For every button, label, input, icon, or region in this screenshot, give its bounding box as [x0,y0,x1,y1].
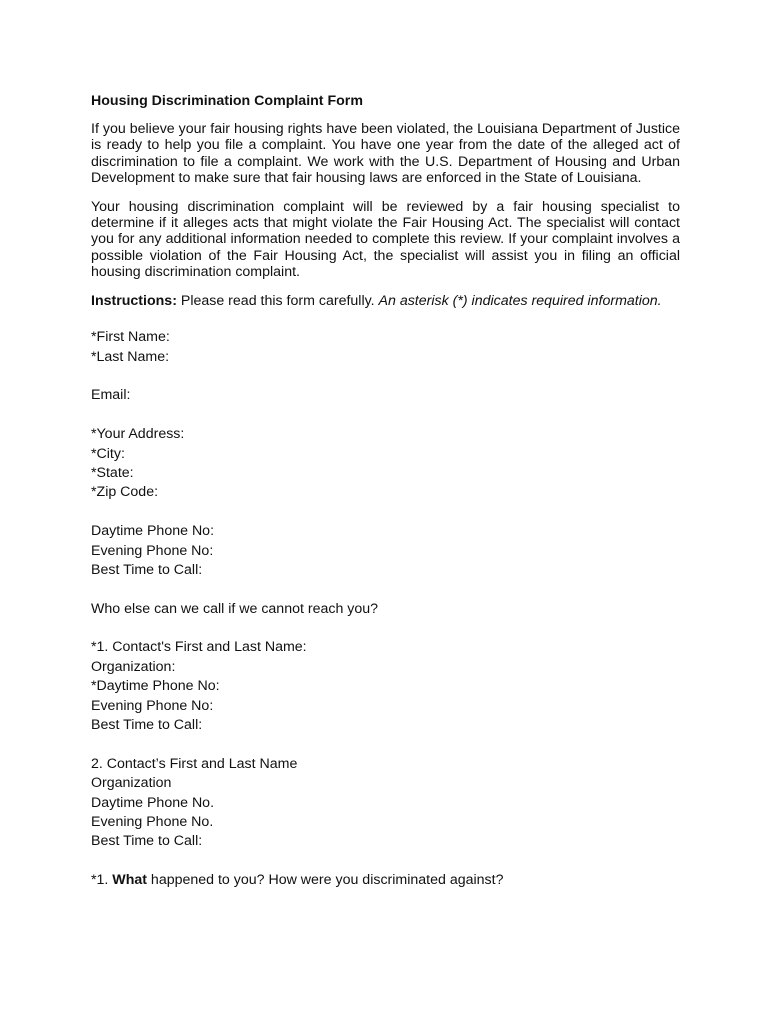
contact2-name-label: 2. Contact’s First and Last Name [91,755,298,772]
form-page [91,93,680,891]
question-1 [91,871,680,890]
state-label: *State: [91,464,134,481]
instructions-text: Please read this form carefully. [176,293,379,310]
spacer [91,503,680,522]
required-note: An asterisk (*) indicates required information. [378,293,662,310]
question-1-keyword: What [112,872,147,889]
evening-phone-label: Evening Phone No: [91,542,214,559]
contact1-daytime-phone-label: *Daytime Phone No: [91,678,220,695]
question-1-prefix: *1. [91,872,113,889]
review-paragraph: Your housing discrimination complaint will be reviewed by a fair housing specialist to determine if it alleges acts that might violate the Fair Housing Act. The specialist will contact you for any additional information needed to complete this review. If your complaint involves a possible violation of the Fair Housing Act, the specialist will assist you in filing an official housing discrimination complaint. [91,199,680,280]
alt-contact-question: Who else can we call if we cannot reach you? [91,600,379,617]
question-1-text: happened to you? How were you discriminated against? [146,872,504,889]
contact2-organization-label: Organization [91,775,172,792]
zip-code-label: *Zip Code: [91,484,159,501]
contact1-evening-phone-label: Evening Phone No: [91,697,214,714]
instructions [91,293,680,309]
intro-paragraph: If you believe your fair housing rights have been violated, the Louisiana Department of Justice is ready to help you file a complaint. You have one year from the date of the alleged act of discrimination to file a complaint. We work with the U.S. Department of Housing and Urban Development to make sure that fair housing laws are enforced in the State of Louisiana. [91,121,680,186]
page-title: Housing Discrimination Complaint Form [91,93,363,109]
contact2-evening-phone-label: Evening Phone No. [91,814,214,830]
last-name-label: *Last Name: [91,348,170,365]
spacer [91,367,680,386]
contact2-daytime-phone-label: Daytime Phone No. [91,794,215,811]
best-time-label: Best Time to Call: [91,561,203,578]
contact1-name-label: *1. Contact's First and Last Name: [91,639,307,656]
spacer [91,406,680,425]
spacer [91,619,680,638]
contact1-best-time-label: Best Time to Call: [91,717,203,734]
contact2-best-time-label: Best Time to Call: [91,833,203,850]
address-label: *Your Address: [91,426,185,443]
spacer [91,735,680,754]
contact1-organization-label: Organization: [91,658,176,675]
city-label: *City: [91,445,125,462]
daytime-phone-label: Daytime Phone No: [91,523,215,540]
first-name-label: *First Name: [91,329,170,346]
spacer [91,852,680,871]
instructions-label: Instructions: [91,293,177,310]
spacer [91,580,680,599]
email-label: Email: [91,387,131,404]
